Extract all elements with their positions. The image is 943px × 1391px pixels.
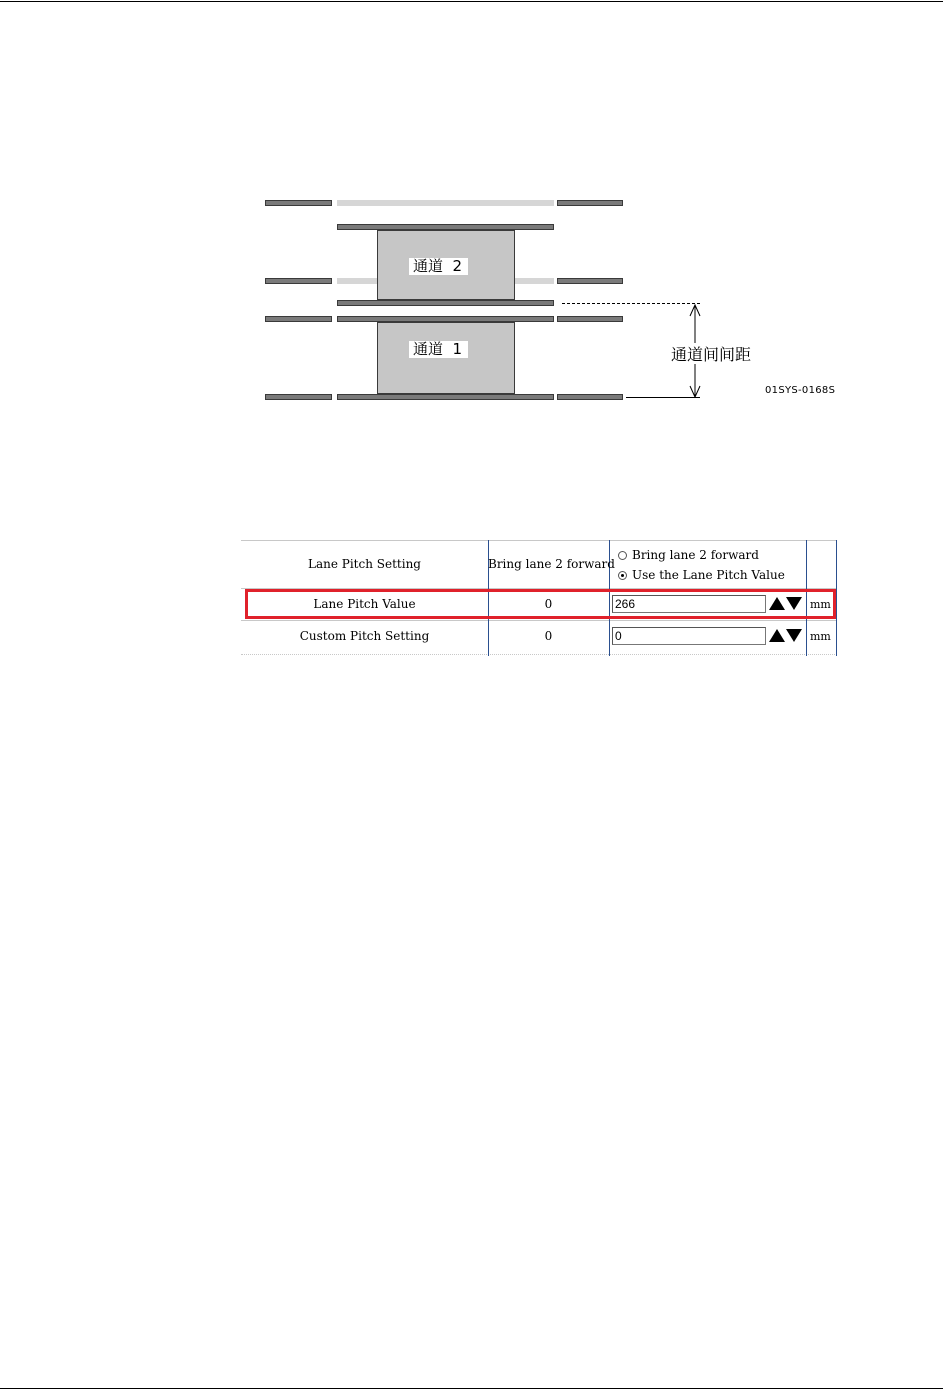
radio-button[interactable] <box>618 551 627 560</box>
radio-use-lane-pitch-value[interactable] <box>618 568 785 582</box>
rail <box>337 300 554 306</box>
row-label-lane-pitch-value: Lane Pitch Value <box>313 597 416 611</box>
page-bottom-rule <box>0 1388 943 1389</box>
row-default-lane-pitch-setting: Bring lane 2 forward <box>488 557 615 571</box>
highlight-box <box>245 589 836 619</box>
row-label-custom-pitch-setting: Custom Pitch Setting <box>299 629 430 643</box>
radio-label: Bring lane 2 forward <box>632 548 759 562</box>
lane-pitch-settings-table <box>241 540 837 656</box>
lane-pitch-value-input[interactable]: 266 <box>612 595 766 613</box>
table-border-bottom <box>241 654 837 655</box>
lane2-label: 通道 2 <box>409 258 468 275</box>
unit-label: mm <box>810 630 831 643</box>
table-border-top <box>241 540 837 541</box>
page-top-rule <box>0 1 943 2</box>
dimension-line-top <box>562 303 700 304</box>
rail-lane2-mid <box>337 278 377 284</box>
lane1-label: 通道 1 <box>409 341 468 358</box>
rail <box>265 394 332 400</box>
rail <box>557 394 623 400</box>
board-lane1 <box>377 322 515 394</box>
row-default-custom-pitch-setting: 0 <box>544 629 553 643</box>
lane-pitch-label: 通道间间距 <box>671 345 752 364</box>
rail <box>265 278 332 284</box>
radio-label: Use the Lane Pitch Value <box>632 568 785 582</box>
rail <box>265 316 332 322</box>
rail-lane2-mid <box>515 278 554 284</box>
unit-label: mm <box>810 598 831 611</box>
custom-pitch-value-input[interactable]: 0 <box>612 627 766 645</box>
decrement-arrow-icon[interactable] <box>786 629 802 642</box>
increment-arrow-icon[interactable] <box>769 629 785 642</box>
rail <box>557 200 623 206</box>
rail <box>337 394 554 400</box>
rail-lane2-far <box>337 200 554 206</box>
radio-bring-lane2-forward[interactable] <box>618 548 759 562</box>
row-divider <box>241 620 837 621</box>
rail <box>265 200 332 206</box>
rail <box>557 316 623 322</box>
rail <box>557 278 623 284</box>
col-divider <box>836 540 837 656</box>
row-label-lane-pitch-setting: Lane Pitch Setting <box>308 557 421 571</box>
row-default-lane-pitch-value: 0 <box>544 597 553 611</box>
figure-id: 01SYS-0168S <box>765 385 836 396</box>
radio-button-selected[interactable] <box>618 571 627 580</box>
